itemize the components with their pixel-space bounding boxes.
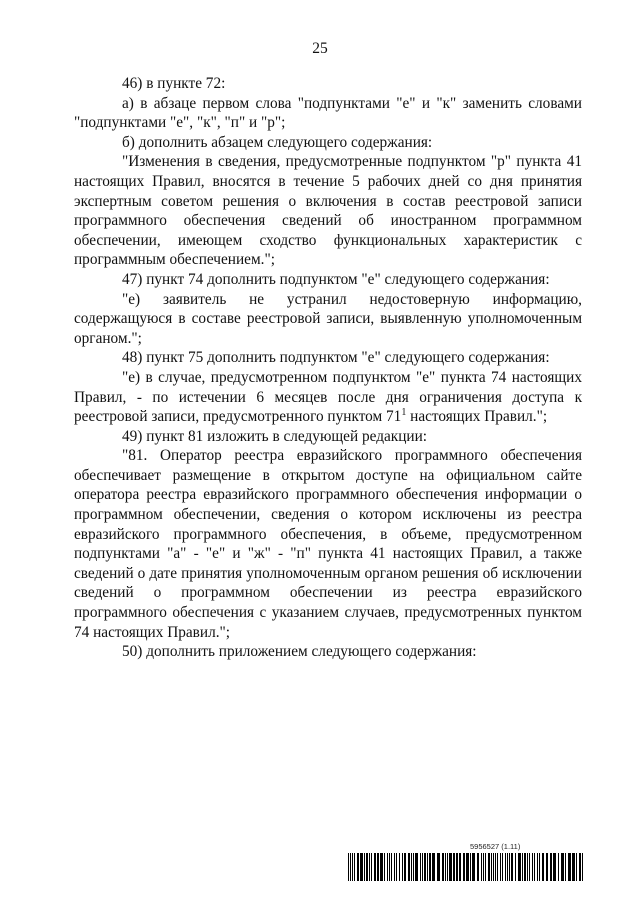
- paragraph: 50) дополнить приложением следующего содержания:: [122, 643, 477, 661]
- barcode-label: 5956527 (1.11): [470, 842, 521, 851]
- paragraph: 48) пункт 75 дополнить подпунктом "е" следующего содержания:: [122, 349, 550, 367]
- paragraph: 49) пункт 81 изложить в следующей редакции:: [122, 427, 428, 445]
- paragraph: 47) пункт 74 дополнить подпунктом "е" следующего содержания:: [122, 270, 550, 288]
- paragraph: а) в абзаце первом слова "подпунктами "е" и "к" заменить словами "подпунктами "е", "к", "п" и "р";: [74, 94, 582, 132]
- paragraph: "Изменения в сведения, предусмотренные подпунктом "р" пункта 41 настоящих Правил, вносятся в течение 5 рабочих дней со дня принятия экспертным советом решения о включения в состав реестровой записи программного обеспечения сведений об иностранном программном обеспечении, имеющем сходство функциональных характеристик с программным обеспечением.";: [74, 153, 582, 269]
- paragraph: б) дополнить абзацем следующего содержания:: [122, 133, 433, 151]
- paragraph: "81. Оператор реестра евразийского программного обеспечения обеспечивает размещение в открытом доступе на официальном сайте оператора реестра евразийского программного обеспечения информации о программном обеспечении, сведения о котором исключены из реестра евразийского программного обеспечения, в объеме, предусмотренном подпунктами "а" - "е" и "ж" - "п" пункта 41 настоящих Правил, а также сведений о дате принятия уполномоченным органом решения об исключении сведений о программном обеспечении из реестра евразийского программного обеспечения с указанием случаев, предусмотренных пунктом 74 настоящих Правил.";: [74, 447, 582, 641]
- document-body: [74, 74, 582, 662]
- page-number: 25: [312, 40, 328, 57]
- paragraph: "е) в случае, предусмотренном подпунктом "е" пункта 74 настоящих Правил, - по истечении 6 месяцев после дня ограничения доступа к реестровой записи, предусмотренного пунктом $71^1$ настоящих Правил.";: [74, 368, 582, 426]
- superscript: 1: [401, 407, 407, 419]
- paragraph: 46) в пункте 72:: [122, 75, 226, 92]
- barcode-icon: [348, 853, 586, 881]
- paragraph: "е) заявитель не устранил недостоверную информацию, содержащуюся в составе реестровой записи, выявленную уполномоченным органом.";: [74, 290, 582, 347]
- barcode-block: [348, 842, 586, 882]
